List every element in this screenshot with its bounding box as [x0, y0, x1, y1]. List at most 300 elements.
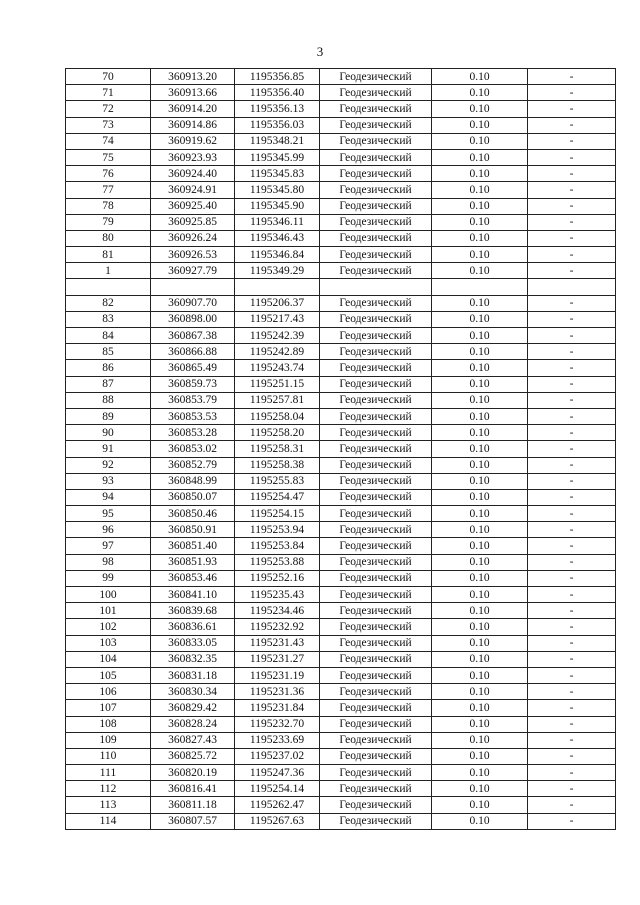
- accuracy-cell: 0.10: [432, 538, 528, 554]
- y-coordinate-cell: [235, 279, 320, 295]
- point-number-cell: 108: [66, 716, 151, 732]
- method-cell: Геодезический: [320, 506, 432, 522]
- table-row: [66, 328, 616, 344]
- method-cell: Геодезический: [320, 781, 432, 797]
- x-coordinate-cell: 360852.79: [151, 457, 235, 473]
- description-cell: -: [528, 149, 616, 165]
- page-number: 3: [316, 44, 324, 59]
- point-number-cell: 74: [66, 133, 151, 149]
- point-number-cell: 73: [66, 117, 151, 133]
- x-coordinate-cell: 360924.91: [151, 182, 235, 198]
- coordinates-table-body: [66, 69, 616, 830]
- description-cell: -: [528, 328, 616, 344]
- point-number-cell: 104: [66, 651, 151, 667]
- accuracy-cell: [432, 279, 528, 295]
- y-coordinate-cell: 1195356.03: [235, 117, 320, 133]
- point-number-cell: 113: [66, 797, 151, 813]
- point-number-cell: 80: [66, 230, 151, 246]
- point-number-cell: 84: [66, 328, 151, 344]
- accuracy-cell: 0.10: [432, 230, 528, 246]
- method-cell: Геодезический: [320, 635, 432, 651]
- description-cell: -: [528, 700, 616, 716]
- point-number-cell: 81: [66, 247, 151, 263]
- table-row: [66, 69, 616, 85]
- y-coordinate-cell: 1195254.15: [235, 506, 320, 522]
- method-cell: Геодезический: [320, 311, 432, 327]
- y-coordinate-cell: 1195345.99: [235, 149, 320, 165]
- y-coordinate-cell: 1195232.70: [235, 716, 320, 732]
- description-cell: -: [528, 263, 616, 279]
- x-coordinate-cell: 360923.93: [151, 149, 235, 165]
- y-coordinate-cell: 1195234.46: [235, 603, 320, 619]
- point-number-cell: 98: [66, 554, 151, 570]
- description-cell: -: [528, 295, 616, 311]
- method-cell: Геодезический: [320, 101, 432, 117]
- point-number-cell: 78: [66, 198, 151, 214]
- description-cell: -: [528, 408, 616, 424]
- method-cell: Геодезический: [320, 538, 432, 554]
- y-coordinate-cell: 1195356.40: [235, 85, 320, 101]
- description-cell: -: [528, 425, 616, 441]
- description-cell: -: [528, 198, 616, 214]
- y-coordinate-cell: 1195217.43: [235, 311, 320, 327]
- accuracy-cell: 0.10: [432, 716, 528, 732]
- y-coordinate-cell: 1195345.80: [235, 182, 320, 198]
- method-cell: Геодезический: [320, 716, 432, 732]
- y-coordinate-cell: 1195231.27: [235, 651, 320, 667]
- point-number-cell: 89: [66, 408, 151, 424]
- point-number-cell: 107: [66, 700, 151, 716]
- table-row: [66, 214, 616, 230]
- x-coordinate-cell: 360811.18: [151, 797, 235, 813]
- method-cell: Геодезический: [320, 425, 432, 441]
- description-cell: -: [528, 117, 616, 133]
- description-cell: -: [528, 781, 616, 797]
- accuracy-cell: 0.10: [432, 587, 528, 603]
- y-coordinate-cell: 1195235.43: [235, 587, 320, 603]
- method-cell: Геодезический: [320, 732, 432, 748]
- point-number-cell: 72: [66, 101, 151, 117]
- y-coordinate-cell: 1195237.02: [235, 748, 320, 764]
- point-number-cell: 83: [66, 311, 151, 327]
- table-row: [66, 603, 616, 619]
- point-number-cell: 71: [66, 85, 151, 101]
- method-cell: Геодезический: [320, 489, 432, 505]
- point-number-cell: 106: [66, 684, 151, 700]
- point-number-cell: 101: [66, 603, 151, 619]
- description-cell: -: [528, 133, 616, 149]
- description-cell: -: [528, 619, 616, 635]
- description-cell: -: [528, 473, 616, 489]
- description-cell: -: [528, 651, 616, 667]
- point-number-cell: 102: [66, 619, 151, 635]
- accuracy-cell: 0.10: [432, 376, 528, 392]
- x-coordinate-cell: 360851.40: [151, 538, 235, 554]
- point-number-cell: 114: [66, 813, 151, 829]
- table-row: [66, 295, 616, 311]
- x-coordinate-cell: 360841.10: [151, 587, 235, 603]
- accuracy-cell: 0.10: [432, 101, 528, 117]
- point-number-cell: 86: [66, 360, 151, 376]
- y-coordinate-cell: 1195254.14: [235, 781, 320, 797]
- accuracy-cell: 0.10: [432, 311, 528, 327]
- table-row: [66, 230, 616, 246]
- point-number-cell: 76: [66, 166, 151, 182]
- y-coordinate-cell: 1195262.47: [235, 797, 320, 813]
- y-coordinate-cell: 1195253.84: [235, 538, 320, 554]
- x-coordinate-cell: 360898.00: [151, 311, 235, 327]
- x-coordinate-cell: 360850.07: [151, 489, 235, 505]
- table-row: [66, 619, 616, 635]
- description-cell: -: [528, 441, 616, 457]
- y-coordinate-cell: 1195232.92: [235, 619, 320, 635]
- table-row: [66, 538, 616, 554]
- accuracy-cell: 0.10: [432, 133, 528, 149]
- x-coordinate-cell: 360851.93: [151, 554, 235, 570]
- x-coordinate-cell: 360832.35: [151, 651, 235, 667]
- table-row: [66, 813, 616, 829]
- accuracy-cell: 0.10: [432, 813, 528, 829]
- table-row: [66, 554, 616, 570]
- point-number-cell: 110: [66, 748, 151, 764]
- y-coordinate-cell: 1195254.47: [235, 489, 320, 505]
- method-cell: Геодезический: [320, 603, 432, 619]
- method-cell: Геодезический: [320, 667, 432, 683]
- point-number-cell: 77: [66, 182, 151, 198]
- point-number-cell: 95: [66, 506, 151, 522]
- accuracy-cell: 0.10: [432, 554, 528, 570]
- point-number-cell: 85: [66, 344, 151, 360]
- table-row: [66, 732, 616, 748]
- y-coordinate-cell: 1195258.31: [235, 441, 320, 457]
- x-coordinate-cell: 360853.02: [151, 441, 235, 457]
- description-cell: -: [528, 85, 616, 101]
- x-coordinate-cell: 360859.73: [151, 376, 235, 392]
- x-coordinate-cell: 360925.85: [151, 214, 235, 230]
- table-row: [66, 117, 616, 133]
- accuracy-cell: 0.10: [432, 425, 528, 441]
- description-cell: -: [528, 457, 616, 473]
- point-number-cell: 96: [66, 522, 151, 538]
- accuracy-cell: 0.10: [432, 198, 528, 214]
- description-cell: -: [528, 101, 616, 117]
- x-coordinate-cell: 360853.46: [151, 570, 235, 586]
- y-coordinate-cell: 1195258.38: [235, 457, 320, 473]
- table-row: [66, 506, 616, 522]
- x-coordinate-cell: 360919.62: [151, 133, 235, 149]
- point-number-cell: 87: [66, 376, 151, 392]
- table-row: [66, 781, 616, 797]
- y-coordinate-cell: 1195345.83: [235, 166, 320, 182]
- method-cell: Геодезический: [320, 198, 432, 214]
- point-number-cell: 1: [66, 263, 151, 279]
- x-coordinate-cell: 360926.24: [151, 230, 235, 246]
- coordinates-table: [65, 68, 616, 830]
- x-coordinate-cell: 360831.18: [151, 667, 235, 683]
- table-row: [66, 85, 616, 101]
- point-number-cell: 100: [66, 587, 151, 603]
- point-number-cell: 91: [66, 441, 151, 457]
- x-coordinate-cell: 360816.41: [151, 781, 235, 797]
- y-coordinate-cell: 1195349.29: [235, 263, 320, 279]
- x-coordinate-cell: 360853.53: [151, 408, 235, 424]
- method-cell: Геодезический: [320, 360, 432, 376]
- y-coordinate-cell: 1195253.88: [235, 554, 320, 570]
- description-cell: -: [528, 667, 616, 683]
- table-row: [66, 425, 616, 441]
- table-row: [66, 473, 616, 489]
- accuracy-cell: 0.10: [432, 522, 528, 538]
- method-cell: Геодезический: [320, 117, 432, 133]
- x-coordinate-cell: 360836.61: [151, 619, 235, 635]
- method-cell: Геодезический: [320, 392, 432, 408]
- table-row: [66, 311, 616, 327]
- accuracy-cell: 0.10: [432, 473, 528, 489]
- point-number-cell: 99: [66, 570, 151, 586]
- accuracy-cell: 0.10: [432, 69, 528, 85]
- table-row: [66, 441, 616, 457]
- y-coordinate-cell: 1195253.94: [235, 522, 320, 538]
- point-number-cell: [66, 279, 151, 295]
- accuracy-cell: 0.10: [432, 748, 528, 764]
- accuracy-cell: 0.10: [432, 85, 528, 101]
- x-coordinate-cell: 360850.91: [151, 522, 235, 538]
- table-row: [66, 765, 616, 781]
- x-coordinate-cell: 360907.70: [151, 295, 235, 311]
- x-coordinate-cell: 360914.20: [151, 101, 235, 117]
- description-cell: -: [528, 813, 616, 829]
- accuracy-cell: 0.10: [432, 506, 528, 522]
- accuracy-cell: 0.10: [432, 457, 528, 473]
- description-cell: -: [528, 732, 616, 748]
- accuracy-cell: 0.10: [432, 408, 528, 424]
- accuracy-cell: 0.10: [432, 214, 528, 230]
- y-coordinate-cell: 1195231.43: [235, 635, 320, 651]
- accuracy-cell: 0.10: [432, 603, 528, 619]
- accuracy-cell: 0.10: [432, 667, 528, 683]
- x-coordinate-cell: 360830.34: [151, 684, 235, 700]
- y-coordinate-cell: 1195247.36: [235, 765, 320, 781]
- method-cell: Геодезический: [320, 328, 432, 344]
- accuracy-cell: 0.10: [432, 651, 528, 667]
- x-coordinate-cell: 360828.24: [151, 716, 235, 732]
- accuracy-cell: 0.10: [432, 117, 528, 133]
- table-row: [66, 684, 616, 700]
- x-coordinate-cell: 360807.57: [151, 813, 235, 829]
- description-cell: -: [528, 635, 616, 651]
- description-cell: -: [528, 166, 616, 182]
- x-coordinate-cell: 360927.79: [151, 263, 235, 279]
- method-cell: Геодезический: [320, 619, 432, 635]
- method-cell: Геодезический: [320, 344, 432, 360]
- x-coordinate-cell: 360926.53: [151, 247, 235, 263]
- point-number-cell: 111: [66, 765, 151, 781]
- y-coordinate-cell: 1195242.89: [235, 344, 320, 360]
- accuracy-cell: 0.10: [432, 149, 528, 165]
- y-coordinate-cell: 1195242.39: [235, 328, 320, 344]
- method-cell: Геодезический: [320, 765, 432, 781]
- table-row: [66, 489, 616, 505]
- accuracy-cell: 0.10: [432, 392, 528, 408]
- table-row: [66, 457, 616, 473]
- accuracy-cell: 0.10: [432, 781, 528, 797]
- point-number-cell: 75: [66, 149, 151, 165]
- table-row: [66, 344, 616, 360]
- method-cell: Геодезический: [320, 247, 432, 263]
- accuracy-cell: 0.10: [432, 328, 528, 344]
- table-row: [66, 748, 616, 764]
- x-coordinate-cell: 360820.19: [151, 765, 235, 781]
- method-cell: Геодезический: [320, 133, 432, 149]
- x-coordinate-cell: 360853.79: [151, 392, 235, 408]
- method-cell: Геодезический: [320, 441, 432, 457]
- description-cell: -: [528, 554, 616, 570]
- table-row: [66, 651, 616, 667]
- description-cell: -: [528, 392, 616, 408]
- table-row: [66, 797, 616, 813]
- table-row: [66, 635, 616, 651]
- description-cell: -: [528, 506, 616, 522]
- x-coordinate-cell: 360867.38: [151, 328, 235, 344]
- method-cell: Геодезический: [320, 69, 432, 85]
- accuracy-cell: 0.10: [432, 360, 528, 376]
- description-cell: -: [528, 603, 616, 619]
- table-row: [66, 360, 616, 376]
- y-coordinate-cell: 1195346.84: [235, 247, 320, 263]
- method-cell: Геодезический: [320, 651, 432, 667]
- x-coordinate-cell: 360825.72: [151, 748, 235, 764]
- description-cell: -: [528, 360, 616, 376]
- y-coordinate-cell: 1195231.36: [235, 684, 320, 700]
- table-row: [66, 667, 616, 683]
- y-coordinate-cell: 1195251.15: [235, 376, 320, 392]
- x-coordinate-cell: [151, 279, 235, 295]
- table-row: [66, 376, 616, 392]
- description-cell: -: [528, 247, 616, 263]
- point-number-cell: 94: [66, 489, 151, 505]
- accuracy-cell: 0.10: [432, 700, 528, 716]
- description-cell: -: [528, 376, 616, 392]
- method-cell: Геодезический: [320, 214, 432, 230]
- description-cell: -: [528, 522, 616, 538]
- description-cell: -: [528, 748, 616, 764]
- y-coordinate-cell: 1195267.63: [235, 813, 320, 829]
- description-cell: -: [528, 69, 616, 85]
- method-cell: Геодезический: [320, 797, 432, 813]
- x-coordinate-cell: 360853.28: [151, 425, 235, 441]
- point-number-cell: 105: [66, 667, 151, 683]
- method-cell: Геодезический: [320, 684, 432, 700]
- point-number-cell: 112: [66, 781, 151, 797]
- table-row-spacer: [66, 279, 616, 295]
- method-cell: Геодезический: [320, 182, 432, 198]
- description-cell: -: [528, 214, 616, 230]
- y-coordinate-cell: 1195345.90: [235, 198, 320, 214]
- table-row: [66, 392, 616, 408]
- method-cell: Геодезический: [320, 408, 432, 424]
- point-number-cell: 82: [66, 295, 151, 311]
- description-cell: -: [528, 344, 616, 360]
- y-coordinate-cell: 1195243.74: [235, 360, 320, 376]
- accuracy-cell: 0.10: [432, 441, 528, 457]
- accuracy-cell: 0.10: [432, 635, 528, 651]
- accuracy-cell: 0.10: [432, 295, 528, 311]
- method-cell: Геодезический: [320, 263, 432, 279]
- accuracy-cell: 0.10: [432, 765, 528, 781]
- x-coordinate-cell: 360925.40: [151, 198, 235, 214]
- x-coordinate-cell: 360839.68: [151, 603, 235, 619]
- y-coordinate-cell: 1195356.85: [235, 69, 320, 85]
- accuracy-cell: 0.10: [432, 570, 528, 586]
- method-cell: Геодезический: [320, 570, 432, 586]
- table-row: [66, 587, 616, 603]
- description-cell: -: [528, 489, 616, 505]
- y-coordinate-cell: 1195346.11: [235, 214, 320, 230]
- y-coordinate-cell: 1195231.84: [235, 700, 320, 716]
- y-coordinate-cell: 1195257.81: [235, 392, 320, 408]
- method-cell: Геодезический: [320, 748, 432, 764]
- accuracy-cell: 0.10: [432, 732, 528, 748]
- description-cell: -: [528, 538, 616, 554]
- point-number-cell: 79: [66, 214, 151, 230]
- x-coordinate-cell: 360829.42: [151, 700, 235, 716]
- method-cell: Геодезический: [320, 587, 432, 603]
- y-coordinate-cell: 1195356.13: [235, 101, 320, 117]
- x-coordinate-cell: 360914.86: [151, 117, 235, 133]
- accuracy-cell: 0.10: [432, 797, 528, 813]
- table-row: [66, 570, 616, 586]
- method-cell: Геодезический: [320, 522, 432, 538]
- point-number-cell: 90: [66, 425, 151, 441]
- y-coordinate-cell: 1195231.19: [235, 667, 320, 683]
- table-row: [66, 247, 616, 263]
- description-cell: [528, 279, 616, 295]
- table-row: [66, 166, 616, 182]
- x-coordinate-cell: 360865.49: [151, 360, 235, 376]
- description-cell: -: [528, 182, 616, 198]
- x-coordinate-cell: 360924.40: [151, 166, 235, 182]
- method-cell: Геодезический: [320, 85, 432, 101]
- method-cell: Геодезический: [320, 166, 432, 182]
- x-coordinate-cell: 360833.05: [151, 635, 235, 651]
- point-number-cell: 88: [66, 392, 151, 408]
- table-row: [66, 716, 616, 732]
- y-coordinate-cell: 1195346.43: [235, 230, 320, 246]
- method-cell: Геодезический: [320, 813, 432, 829]
- accuracy-cell: 0.10: [432, 263, 528, 279]
- accuracy-cell: 0.10: [432, 166, 528, 182]
- y-coordinate-cell: 1195255.83: [235, 473, 320, 489]
- point-number-cell: 109: [66, 732, 151, 748]
- x-coordinate-cell: 360850.46: [151, 506, 235, 522]
- table-row: [66, 700, 616, 716]
- table-row: [66, 198, 616, 214]
- y-coordinate-cell: 1195252.16: [235, 570, 320, 586]
- accuracy-cell: 0.10: [432, 619, 528, 635]
- y-coordinate-cell: 1195258.04: [235, 408, 320, 424]
- accuracy-cell: 0.10: [432, 489, 528, 505]
- description-cell: -: [528, 570, 616, 586]
- x-coordinate-cell: 360913.20: [151, 69, 235, 85]
- x-coordinate-cell: 360913.66: [151, 85, 235, 101]
- accuracy-cell: 0.10: [432, 684, 528, 700]
- method-cell: Геодезический: [320, 700, 432, 716]
- method-cell: Геодезический: [320, 376, 432, 392]
- accuracy-cell: 0.10: [432, 182, 528, 198]
- description-cell: -: [528, 797, 616, 813]
- x-coordinate-cell: 360848.99: [151, 473, 235, 489]
- method-cell: [320, 279, 432, 295]
